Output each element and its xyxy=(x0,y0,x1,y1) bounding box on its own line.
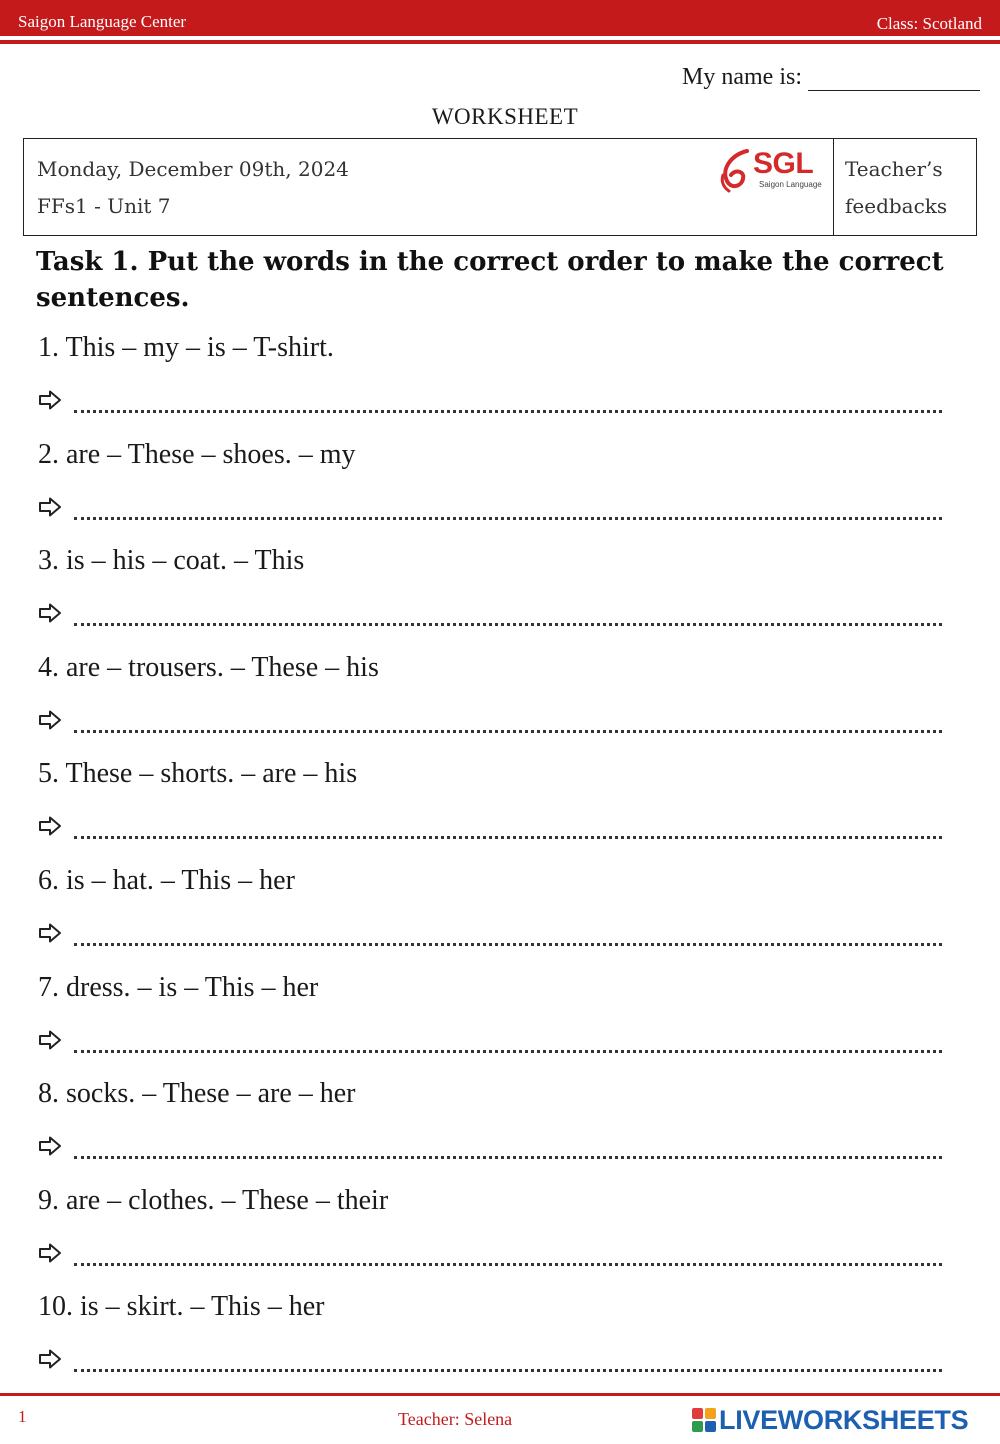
answer-dots[interactable] xyxy=(74,939,942,946)
sgl-logo-text: SGL xyxy=(753,147,814,180)
outline-right-arrow-icon xyxy=(38,603,62,623)
answer-line[interactable] xyxy=(38,1132,943,1168)
answer-dots[interactable] xyxy=(74,619,942,626)
exercise-prompt: 3. is – his – coat. – This xyxy=(38,545,305,577)
exercise-item xyxy=(38,1078,978,1185)
answer-line[interactable] xyxy=(38,599,943,635)
answer-dots[interactable] xyxy=(74,832,942,839)
exercise-list xyxy=(38,332,978,1398)
exercise-prompt: 1. This – my – is – T-shirt. xyxy=(38,332,334,363)
class-label: Class: Scotland xyxy=(876,14,982,33)
outline-right-arrow-icon xyxy=(38,1349,62,1369)
name-input-line[interactable] xyxy=(808,62,980,91)
exercise-prompt: 7. dress. – is – This – her xyxy=(38,971,319,1003)
outline-right-arrow-icon xyxy=(38,1030,62,1050)
answer-line[interactable] xyxy=(38,386,943,422)
answer-dots[interactable] xyxy=(74,513,942,520)
task-title: Task 1. Put the words in the correct order to make the correct sentences. xyxy=(36,247,944,313)
sgl-swoosh-icon xyxy=(717,147,757,195)
outline-right-arrow-icon xyxy=(38,1243,62,1263)
exercise-item xyxy=(38,865,978,972)
answer-dots[interactable] xyxy=(74,406,942,413)
answer-line[interactable] xyxy=(38,1239,943,1275)
exercise-prompt: 10. is – skirt. – This – her xyxy=(38,1291,325,1323)
feedback-cell xyxy=(833,139,976,235)
exercise-prompt: 6. is – hat. – This – her xyxy=(38,864,295,896)
lesson-date: Monday, December 09th, 2024 xyxy=(37,157,349,181)
answer-dots[interactable] xyxy=(74,726,942,733)
outline-right-arrow-icon xyxy=(38,497,62,517)
exercise-item xyxy=(38,332,978,439)
exercise-item xyxy=(38,652,978,759)
answer-dots[interactable] xyxy=(74,1259,942,1266)
center-name: Saigon Language Center xyxy=(18,12,187,31)
answer-line[interactable] xyxy=(38,919,943,955)
sgl-logo-subtext: Saigon Language xyxy=(759,180,822,189)
exercise-prompt: 2. are – These – shoes. – my xyxy=(38,438,356,470)
worksheet-title: WORKSHEET xyxy=(431,104,579,129)
exercise-item xyxy=(38,545,978,652)
exercise-item xyxy=(38,1185,978,1292)
lesson-unit: FFs1 - Unit 7 xyxy=(37,194,171,218)
feedback-label-line1: Teacher’s xyxy=(845,157,943,181)
header-bar xyxy=(0,0,1000,36)
outline-right-arrow-icon xyxy=(38,390,62,410)
liveworksheets-grid-icon xyxy=(692,1408,716,1432)
liveworksheets-brand: LIVEWORKSHEETS xyxy=(719,1404,969,1435)
name-row xyxy=(682,62,980,91)
exercise-item xyxy=(38,439,978,546)
footer-divider xyxy=(0,1393,1000,1396)
outline-right-arrow-icon xyxy=(38,816,62,836)
page-number: 1 xyxy=(18,1407,27,1426)
answer-line[interactable] xyxy=(38,706,943,742)
answer-line[interactable] xyxy=(38,1345,943,1381)
exercise-item xyxy=(38,1291,978,1398)
exercise-item xyxy=(38,972,978,1079)
liveworksheets-logo xyxy=(692,1404,968,1436)
exercise-prompt: 8. socks. – These – are – her xyxy=(38,1078,356,1110)
name-label: My name is: xyxy=(682,64,802,90)
answer-line[interactable] xyxy=(38,493,943,529)
exercise-item xyxy=(38,758,978,865)
answer-dots[interactable] xyxy=(74,1365,942,1372)
exercise-prompt: 4. are – trousers. – These – his xyxy=(38,651,379,683)
outline-right-arrow-icon xyxy=(38,1136,62,1156)
feedback-label-line2: feedbacks xyxy=(845,194,948,218)
teacher-name: Teacher: Selena xyxy=(398,1409,513,1429)
outline-right-arrow-icon xyxy=(38,710,62,730)
exercise-prompt: 5. These – shorts. – are – his xyxy=(38,758,358,790)
exercise-prompt: 9. are – clothes. – These – their xyxy=(38,1184,389,1216)
outline-right-arrow-icon xyxy=(38,923,62,943)
header-divider xyxy=(0,40,1000,44)
answer-dots[interactable] xyxy=(74,1046,942,1053)
info-left-cell xyxy=(24,139,834,235)
answer-dots[interactable] xyxy=(74,1152,942,1159)
answer-line[interactable] xyxy=(38,1026,943,1062)
info-box xyxy=(23,138,977,236)
answer-line[interactable] xyxy=(38,812,943,848)
sgl-logo xyxy=(717,147,827,195)
